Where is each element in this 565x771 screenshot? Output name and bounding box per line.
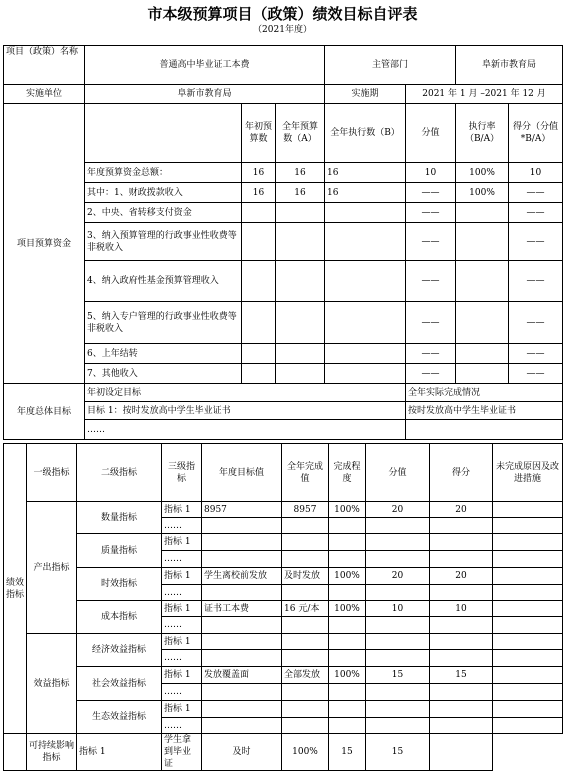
col-rate: 执行率（B/A）	[456, 104, 509, 163]
table-row	[4, 734, 563, 771]
h-level1: 一级指标	[27, 444, 77, 502]
cell-rate	[456, 223, 509, 261]
social-done: 全部发放	[282, 667, 329, 684]
indicator-dots: ……	[162, 718, 202, 734]
cell-rate	[456, 364, 509, 384]
social-weight: 15	[366, 667, 430, 684]
table-row	[4, 183, 563, 203]
table-row	[4, 634, 563, 650]
social-target: 发放覆盖面	[202, 667, 282, 684]
sustain-degree: 100%	[282, 734, 329, 771]
h-target: 年度目标值	[202, 444, 282, 502]
performance-table	[3, 443, 563, 771]
cell-score: 10	[509, 163, 563, 183]
table-row	[4, 701, 563, 718]
table-row	[4, 502, 563, 518]
cell-rate: 100%	[456, 163, 509, 183]
cell-full	[276, 223, 325, 261]
time-done: 及时发放	[282, 568, 329, 585]
time-weight: 20	[366, 568, 430, 585]
col-exec: 全年执行数（B）	[325, 104, 406, 163]
qty-degree: 100%	[329, 502, 366, 518]
unit-value: 阜新市教育局	[85, 85, 325, 104]
qty-reason	[493, 502, 563, 518]
indicator-dots: ……	[162, 617, 202, 634]
row-label: 年度预算资金总额：	[85, 163, 242, 183]
cell-weight: ——	[406, 203, 456, 223]
cell-score: ——	[509, 183, 563, 203]
col-full: 全年预算数（A）	[276, 104, 325, 163]
qty-target: 8957	[202, 502, 282, 518]
row-label: 其中：1、财政拨款收入	[85, 183, 242, 203]
cell-exec	[325, 261, 406, 302]
cell-exec: 16	[325, 183, 406, 203]
page-subtitle: （2021年度）	[253, 25, 312, 35]
cell-rate	[456, 302, 509, 344]
period-value: 2021 年 1 月 –2021 年 12 月	[406, 85, 563, 104]
table-row	[4, 302, 563, 344]
indicator-dots: ……	[162, 551, 202, 568]
annual-actual-1: 按时发放高中学生毕业证书	[406, 402, 563, 420]
indicator-label: 指标 1	[162, 568, 202, 585]
qty-label: 数量指标	[77, 502, 162, 534]
budget-section-label: 项目预算资金	[4, 104, 85, 384]
indicator-label: 指标 1	[162, 601, 202, 617]
time-reason	[493, 568, 563, 585]
h-level3: 三级指标	[162, 444, 202, 502]
cell-full	[276, 344, 325, 364]
table-row	[4, 364, 563, 384]
cell-exec	[325, 223, 406, 261]
social-score: 15	[430, 667, 493, 684]
cell-weight: ——	[406, 344, 456, 364]
cell-rate	[456, 344, 509, 364]
cost-target: 证书工本费	[202, 601, 282, 617]
qty-score: 20	[430, 502, 493, 518]
row-label: 5、纳入专户管理的行政事业性收费等非税收入	[85, 302, 242, 344]
budget-table	[3, 45, 563, 440]
table-row	[4, 344, 563, 364]
cell-initial: 16	[242, 183, 276, 203]
project-name-label: 项目（政策）名称	[4, 46, 85, 85]
indicator-dots: ……	[162, 650, 202, 667]
cell-full: 16	[276, 183, 325, 203]
h-reason: 未完成原因及改进措施	[493, 444, 563, 502]
cell-exec	[325, 344, 406, 364]
cell-weight: 10	[406, 163, 456, 183]
h-level2: 二级指标	[77, 444, 162, 502]
cell-exec	[325, 302, 406, 344]
cell-score: ——	[509, 364, 563, 384]
indicator-dots: ……	[162, 684, 202, 701]
cell-initial	[242, 344, 276, 364]
indicator-label: 指标 1	[162, 502, 202, 518]
cell-initial	[242, 364, 276, 384]
cell-exec	[325, 364, 406, 384]
cell-initial	[242, 203, 276, 223]
col-score: 得分（分值*B/A）	[509, 104, 563, 163]
table-row	[4, 667, 563, 684]
qty-done: 8957	[282, 502, 329, 518]
table-row	[4, 203, 563, 223]
social-reason	[493, 667, 563, 684]
indicator-label: 指标 1	[162, 534, 202, 551]
table-row	[4, 601, 563, 617]
table-row	[4, 534, 563, 551]
row-label: 7、其他收入	[85, 364, 242, 384]
table-row	[4, 568, 563, 585]
time-label: 时效指标	[77, 568, 162, 601]
cell-initial	[242, 223, 276, 261]
sustain-score: 15	[366, 734, 430, 771]
cost-done: 16 元/本	[282, 601, 329, 617]
cost-reason	[493, 601, 563, 617]
cell-initial	[242, 261, 276, 302]
col-weight: 分值	[406, 104, 456, 163]
qual-label: 质量指标	[77, 534, 162, 568]
benefit-bottom-blank	[4, 734, 27, 771]
dept-value: 阜新市教育局	[456, 46, 563, 85]
indicator-dots: ……	[162, 518, 202, 534]
annual-actual-label: 全年实际完成情况	[406, 384, 563, 402]
cell-weight: ——	[406, 223, 456, 261]
cell-weight: ——	[406, 261, 456, 302]
h-score: 得分	[430, 444, 493, 502]
cost-weight: 10	[366, 601, 430, 617]
cell-full	[276, 261, 325, 302]
cell-rate	[456, 261, 509, 302]
perf-side-label: 绩效指标	[4, 444, 27, 734]
h-weight: 分值	[366, 444, 430, 502]
cell-weight: ——	[406, 302, 456, 344]
project-name-value: 普通高中毕业证工本费	[85, 46, 325, 85]
sustain-target: 学生拿到毕业证	[162, 734, 202, 771]
h-done: 全年完成值	[282, 444, 329, 502]
econ-label: 经济效益指标	[77, 634, 162, 667]
dept-label: 主管部门	[325, 46, 456, 85]
indicator-label: 指标 1	[162, 667, 202, 684]
cell-exec: 16	[325, 163, 406, 183]
cell-weight: ——	[406, 183, 456, 203]
row-label: 4、纳入政府性基金预算管理收入	[85, 261, 242, 302]
cell-full	[276, 203, 325, 223]
cell-rate: 100%	[456, 183, 509, 203]
annual-goal-1: 目标 1：按时发放高中学生毕业证书	[85, 402, 406, 420]
table-row	[4, 223, 563, 261]
time-score: 20	[430, 568, 493, 585]
row-label: 2、中央、省转移支付资金	[85, 203, 242, 223]
output-label: 产出指标	[27, 502, 77, 634]
cell-full: 16	[276, 163, 325, 183]
social-degree: 100%	[329, 667, 366, 684]
annual-section-label: 年度总体目标	[4, 384, 85, 440]
col-initial: 年初预算数	[242, 104, 276, 163]
row-label: 3、纳入预算管理的行政事业性收费等非税收入	[85, 223, 242, 261]
cell-score: ——	[509, 344, 563, 364]
indicator-dots: ……	[162, 585, 202, 601]
cell-score: ——	[509, 223, 563, 261]
cell-score: ——	[509, 302, 563, 344]
sustain-reason	[430, 734, 493, 771]
benefit-label: 效益指标	[27, 634, 77, 734]
table-row	[4, 163, 563, 183]
cell-initial	[242, 302, 276, 344]
eco-label: 生态效益指标	[77, 701, 162, 734]
row-label: 6、上年结转	[85, 344, 242, 364]
annual-more: ……	[85, 420, 406, 440]
cell-full	[276, 302, 325, 344]
cost-degree: 100%	[329, 601, 366, 617]
annual-more-blank	[406, 420, 563, 440]
indicator-label: 指标 1	[77, 734, 162, 771]
unit-label: 实施单位	[4, 85, 85, 104]
cell-full	[276, 364, 325, 384]
cost-score: 10	[430, 601, 493, 617]
table-row	[4, 261, 563, 302]
annual-set-label: 年初设定目标	[85, 384, 406, 402]
sustain-weight: 15	[329, 734, 366, 771]
cell-rate	[456, 203, 509, 223]
cell-score: ——	[509, 203, 563, 223]
sustain-label: 可持续影响指标	[27, 734, 77, 771]
sustain-done: 及时	[202, 734, 282, 771]
page-title: 市本级预算项目（政策）绩效目标自评表	[147, 5, 418, 23]
qty-weight: 20	[366, 502, 430, 518]
cell-score: ——	[509, 261, 563, 302]
social-label: 社会效益指标	[77, 667, 162, 701]
indicator-label: 指标 1	[162, 634, 202, 650]
cell-weight: ——	[406, 364, 456, 384]
cell-initial: 16	[242, 163, 276, 183]
time-target: 学生离校前发放	[202, 568, 282, 585]
cell-exec	[325, 203, 406, 223]
period-label: 实施期	[325, 85, 406, 104]
indicator-label: 指标 1	[162, 701, 202, 718]
h-degree: 完成程度	[329, 444, 366, 502]
time-degree: 100%	[329, 568, 366, 585]
cost-label: 成本指标	[77, 601, 162, 634]
budget-header-blank	[85, 104, 242, 163]
